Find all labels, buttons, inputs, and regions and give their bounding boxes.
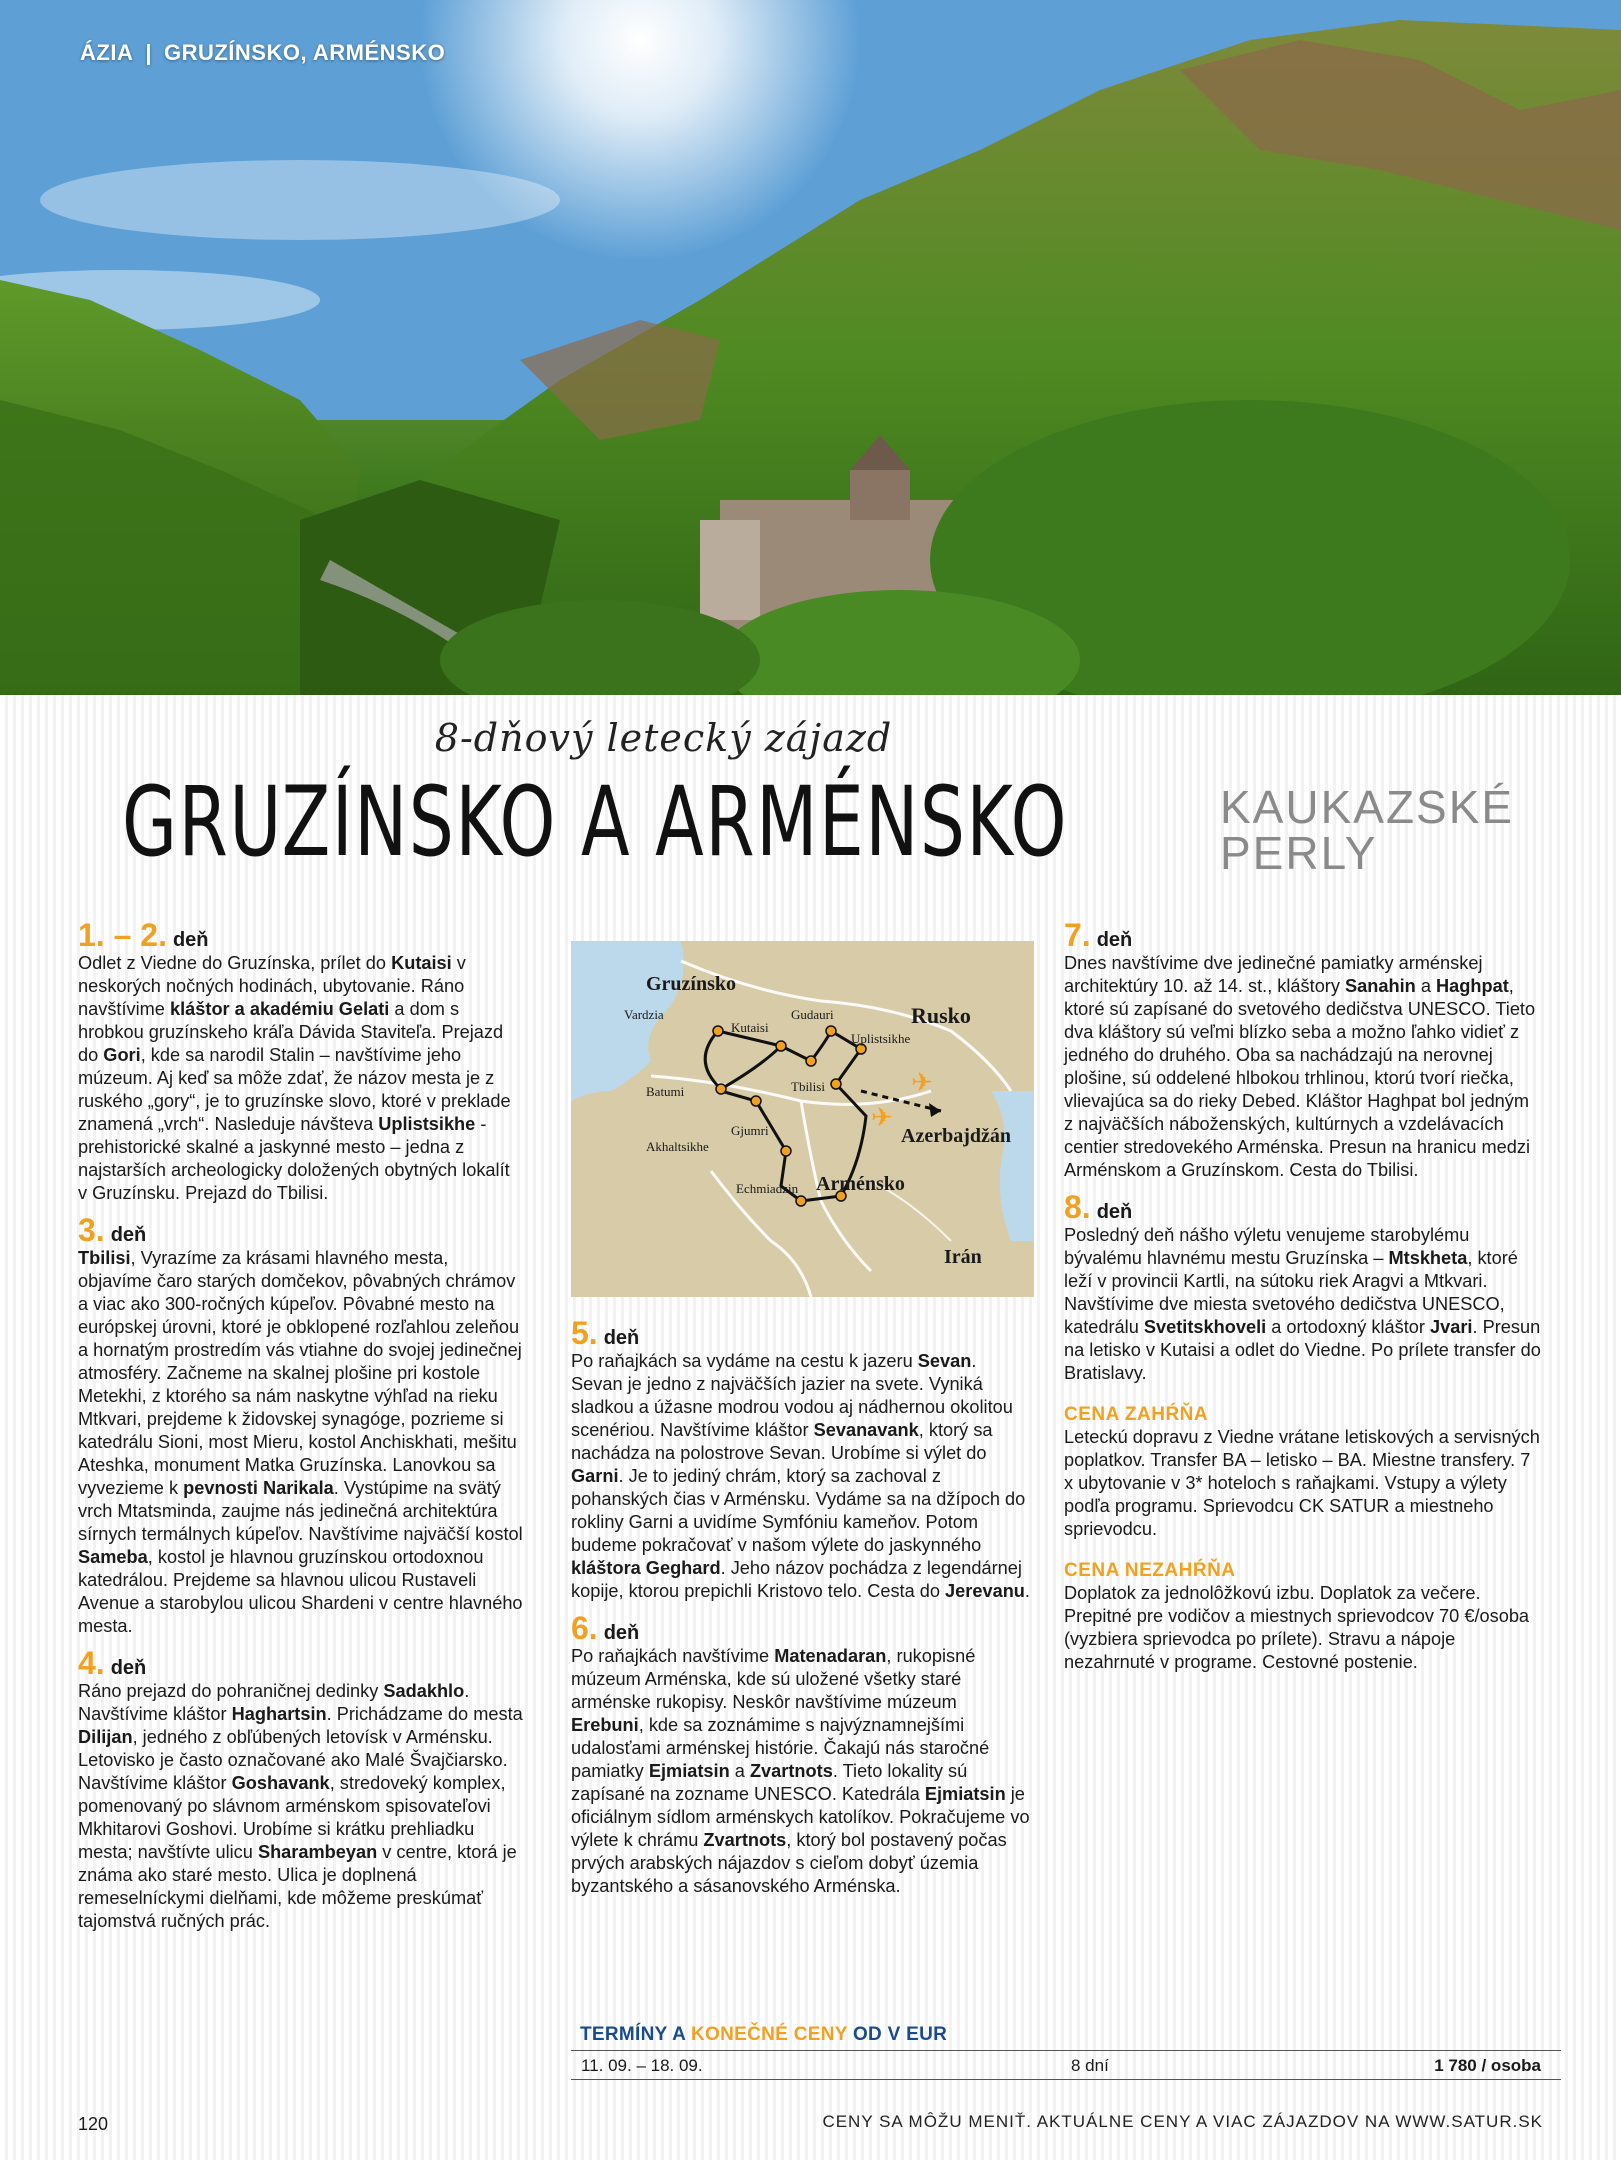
day-number: 5. xyxy=(571,1315,598,1351)
itinerary-column-3 xyxy=(1064,917,1542,1674)
route-map-svg xyxy=(571,941,1034,1297)
landscape-illustration xyxy=(0,0,1621,695)
day-description: Po raňajkách sa vydáme na cestu k jazeru Sevan. Sevan je jedno z najväčších jazier na svete. Vyniká sladkou a úžasne modrou vodou aj nádhernou okolitou scenériou. Navštívime kláštor Sevanavank, ktorý sa nachádza na polostrove Sevan. Urobíme si výlet do Garni. Je to jediný chrám, ktorý sa zachoval z pohanských čias v Arménsku. Vydáme sa na džípoch do rokliny Garni a uvidíme Symfóniu kameňov. Potom budeme pokračovať v našom výlete do jaskynného kláštora Geghard. Jeho názov pochádza z legendárnej kopije, ktorou prepichli Kristovo telo. Cesta do Jerevanu. xyxy=(571,1351,1030,1601)
map-city-label: Akhaltsikhe xyxy=(646,1139,709,1154)
footer-note: CENY SA MÔŽU MENIŤ. AKTUÁLNE CENY A VIAC ZÁJAZDOV NA WWW.SATUR.SK xyxy=(822,2112,1543,2131)
day-number: 1. – 2. xyxy=(78,917,167,953)
plane-icon: ✈ xyxy=(871,1103,893,1133)
plane-icon: ✈ xyxy=(911,1068,933,1098)
map-city-label: Echmiadzin xyxy=(736,1181,799,1196)
map-label-russia: Rusko xyxy=(911,1003,971,1028)
day-number: 7. xyxy=(1064,917,1091,953)
map-city-label: Vardzia xyxy=(624,1007,664,1022)
map-label-azerbaijan: Azerbajdžán xyxy=(901,1125,1011,1147)
price-excluded-heading: CENA NEZAHŔŇA xyxy=(1064,1560,1236,1581)
day-number: 4. xyxy=(78,1645,105,1681)
day-label: deň xyxy=(172,929,209,951)
day-number: 3. xyxy=(78,1212,105,1248)
day-number: 6. xyxy=(571,1610,598,1646)
day-label: deň xyxy=(1096,1201,1133,1223)
map-city-label: Gudauri xyxy=(791,1007,834,1022)
trip-subtitle: 8-dňový letecký zájazd xyxy=(434,716,893,760)
price-excluded-text: Doplatok za jednolôžkovú izbu. Doplatok za večere. Prepitné pre vodičov a miestnych sprievodcov 70 €/osoba (vyzbiera sprievodca po prílete). Stravu a nápoje nezahrnuté v programe. Cestovné postenie. xyxy=(1064,1583,1530,1672)
day-heading xyxy=(571,1315,1031,1351)
itinerary-column-2 xyxy=(571,1315,1031,1898)
map-label-armenia: Arménsko xyxy=(816,1173,905,1195)
day-label: deň xyxy=(110,1224,147,1246)
price-amount: 1 780 / osoba xyxy=(1434,2056,1541,2075)
tagline xyxy=(1220,781,1515,879)
breadcrumb-region: ÁZIA xyxy=(80,40,134,65)
day-label: deň xyxy=(603,1622,640,1644)
price-included-heading: CENA ZAHŔŇA xyxy=(1064,1404,1209,1425)
day-number: 8. xyxy=(1064,1189,1091,1225)
map-label-iran: Irán xyxy=(944,1246,982,1268)
tagline-line-2: PERLY xyxy=(1220,827,1378,879)
breadcrumb xyxy=(80,40,445,66)
route-map xyxy=(571,941,1034,1297)
map-city-label: Uplistsikhe xyxy=(851,1031,911,1046)
day-label: deň xyxy=(110,1657,147,1679)
day-heading xyxy=(571,1610,1031,1646)
map-city-label: Kutaisi xyxy=(731,1020,769,1035)
map-city-label: Batumi xyxy=(646,1084,685,1099)
price-included-text: Leteckú dopravu z Viedne vrátane letiskových a servisných poplatkov. Transfer BA – letisko – BA. Miestne transfery. 7 x ubytovanie v 3* hoteloch s raňajkami. Vstupy a výlety podľa programu. Sprievodcu CK SATUR a miestneho sprievodcu. xyxy=(1064,1427,1540,1539)
price-row xyxy=(571,2050,1561,2080)
day-heading xyxy=(78,1212,523,1248)
day-heading xyxy=(78,917,523,953)
price-duration: 8 dní xyxy=(1071,2056,1109,2075)
prices-heading: TERMÍNY A KONEČNÉ CENY OD V EUR xyxy=(580,2024,948,2045)
map-city-label: Gjumri xyxy=(731,1123,769,1138)
breadcrumb-countries: GRUZÍNSKO, ARMÉNSKO xyxy=(163,40,446,65)
breadcrumb-separator: | xyxy=(145,40,152,65)
day-heading xyxy=(1064,917,1542,953)
day-heading xyxy=(78,1645,523,1681)
price-dates: 11. 09. – 18. 09. xyxy=(581,2056,703,2075)
page-number: 120 xyxy=(78,2114,109,2134)
itinerary-column-1 xyxy=(78,917,523,1933)
day-label: deň xyxy=(603,1327,640,1349)
tagline-line-1: KAUKAZSKÉ xyxy=(1220,781,1515,833)
day-description: Tbilisi, Vyrazíme za krásami hlavného mesta, objavíme čaro starých domčekov, pôvabných chrámov a viac ako 300-ročných kúpeľov. Pôvabné mesto na európskej úrovni, ktoré je obklopené rozľahlou zeleňou a hornatým prostredím vás vtiahne do svojej jedinečnej atmosféry. Začneme na skalnej plošine pri kostole Metekhi, z ktorého sa nám naskytne výhľad na rieku Mtkvari, prejdeme k židovskej synagóge, pozrieme si katedrálu Sioni, most Mieru, kostol Anchiskhati, mešitu Ateshka, monument Matka Gruzínska. Lanovkou sa vyvezieme k pevnosti Narikala. Vystúpime na svätý vrch Mtatsminda, zaujme nás jedinečná architektúra sírnych termálnych kúpeľov. Navštívime najväčší kostol Sameba, kostol je hlavnou gruzínskou ortodoxnou katedrálou. Prejdeme sa hlavnou ulicou Rustaveli Avenue a starobylou ulicou Shardeni v centre hlavného mesta. xyxy=(78,1248,523,1636)
map-label-georgia: Gruzínsko xyxy=(646,973,737,995)
day-description: Po raňajkách navštívime Matenadaran, rukopisné múzeum Arménska, kde sú uložené všetky staré arménske rukopisy. Neskôr navštívime múzeum Erebuni, kde sa zoznámime s najvýznamnejšími udalosťami arménskej histórie. Čakajú nás staročné pamiatky Ejmiatsin a Zvartnots. Tieto lokality sú zapísané na zozname UNESCO. Katedrála Ejmiatsin je oficiálnym sídlom arménskych katolíkov. Pokračujeme vo výlete k chrámu Zvartnots, ktorý bol postavený počas prvých arabských nájazdov s cieľom dobyť územia byzantského a sásanovského Arménska. xyxy=(571,1646,1030,1896)
page-title: GRUZÍNSKO A ARMÉNSKO xyxy=(122,766,1068,878)
day-label: deň xyxy=(1096,929,1133,951)
day-description: Dnes navštívime dve jedinečné pamiatky arménskej architektúry 10. až 14. st., kláštory Sanahin a Haghpat, ktoré sú zapísané do svetového dedičstva UNESCO. Tieto dva kláštory sú veľmi blízko seba a možno ľahko vidieť z jedného do druhého. Oba sa nachádzajú na nerovnej plošine, sú oddelené hlbokou trhlinou, ktorú tvorí riečka, vlievajúca sa do rieky Debed. Kláštor Haghpat bol jedným z najväčších náboženských, kultúrnych a vzdelávacích centier stredovekého Arménska. Presun na hranicu medzi Arménskom a Gruzínskom. Cesta do Tbilisi. xyxy=(1064,953,1536,1180)
day-description: Odlet z Viedne do Gruzínska, prílet do Kutaisi v neskorých nočných hodinách, ubytovanie. Ráno navštívime kláštor a akadémiu Gelati a dom s hrobkou gruzínskeho kráľa Dávida Staviteľa. Prejazd do Gori, kde sa narodil Stalin – navštívime jeho múzeum. Aj keď sa môže zdať, že názov mesta je z ruského „gory“, je to gruzínske slovo, ktoré v preklade znamená „vrch“. Nasleduje návšteva Uplistsikhe - prehistorické skalné a jaskynné mesto – jedna z najstarších archeologicky doložených obytných lokalít v Gruzínsku. Prejazd do Tbilisi. xyxy=(78,953,511,1203)
day-heading xyxy=(1064,1189,1542,1225)
day-description: Posledný deň nášho výletu venujeme starobylému bývalému hlavnému mestu Gruzínska – Mtskheta, ktoré leží v provincii Kartli, na sútoku riek Aragvi a Mtkvari. Navštívime dve miesta svetového dedičstva UNESCO, katedrálu Svetitskhoveli a ortodoxný kláštor Jvari. Presun na letisko v Kutaisi a odlet do Viedne. Po prílete transfer do Bratislavy. xyxy=(1064,1225,1541,1383)
hero-photo xyxy=(0,0,1621,695)
map-city-label: Tbilisi xyxy=(791,1079,825,1094)
day-description: Ráno prejazd do pohraničnej dedinky Sadakhlo. Navštívime kláštor Haghartsin. Prichádzame do mesta Dilijan, jedného z obľúbených letovísk v Arménsku. Letovisko je často označované ako Malé Švajčiarsko. Navštívime kláštor Goshavank, stredoveký komplex, pomenovaný po slávnom arménskom spisovateľovi Mkhitarovi Goshovi. Urobíme si krátku prehliadku mesta; navštívte ulicu Sharambeyan v centre, ktorá je známa ako staré mesto. Ulica je doplnená remeselníckymi dielňami, kde môžeme preskúmať tajomstvá ručných prác. xyxy=(78,1681,523,1931)
